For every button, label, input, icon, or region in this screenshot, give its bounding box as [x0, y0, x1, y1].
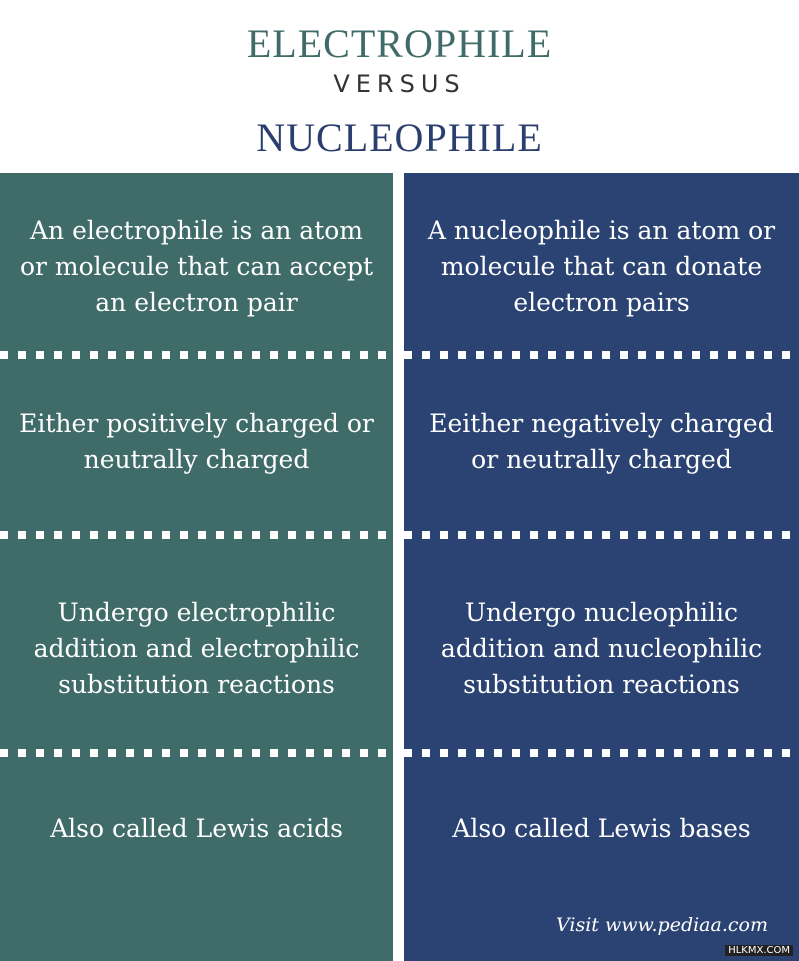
separator: [0, 531, 393, 539]
electrophile-definition: An electrophile is an atom or molecule that can accept an electron pair: [19, 216, 374, 317]
electrophile-reactions: Undergo electrophilic addition and electrophilic substitution reactions: [33, 598, 360, 699]
header: [0, 0, 799, 173]
nucleophile-lewis: Also called Lewis bases: [452, 814, 751, 843]
electrophile-charge: Either positively charged or neutrally charged: [19, 409, 374, 474]
separator: [0, 351, 393, 359]
column-gap: [393, 173, 404, 961]
title-electrophile: ELECTROPHILE: [246, 21, 553, 66]
electrophile-column: [0, 173, 393, 961]
nucleophile-definition: A nucleophile is an atom or molecule that can donate electron pairs: [427, 216, 776, 317]
separator: [404, 749, 799, 757]
visit-link[interactable]: Visit www.pediaa.com: [556, 914, 768, 936]
nucleophile-reactions: Undergo nucleophilic addition and nucleophilic substitution reactions: [440, 598, 763, 699]
nucleophile-column: [404, 173, 799, 961]
separator: [0, 749, 393, 757]
electrophile-lewis: Also called Lewis acids: [50, 814, 343, 843]
watermark: HLKMX.COM: [725, 945, 793, 956]
title-nucleophile: NUCLEOPHILE: [256, 115, 543, 160]
versus-label: VERSUS: [333, 70, 466, 98]
separator: [404, 351, 799, 359]
separator: [404, 531, 799, 539]
nucleophile-charge: Eeither negatively charged or neutrally charged: [429, 409, 774, 474]
